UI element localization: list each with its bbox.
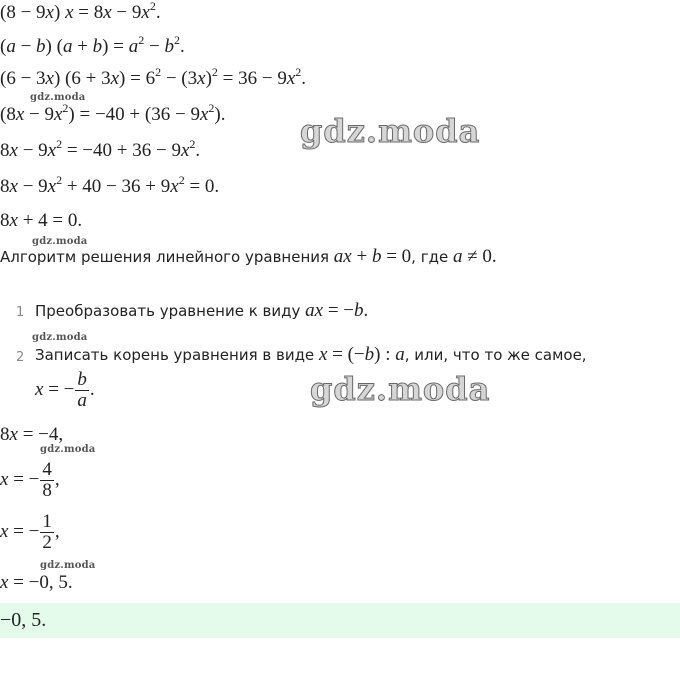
watermark-small: gdz.moda: [30, 92, 86, 103]
equation-line-2: (a − b) $(a + b) = a^2 - b^2$.: [0, 33, 185, 57]
watermark-large: gdz.moda: [310, 370, 491, 408]
algorithm-intro: Алгоритм решения линейного уравнения ax + b = 0, где a ≠ 0.: [0, 246, 497, 267]
equation-line-5: $8x - 9x^2 = -40 + 36 - 9x^2$.: [0, 137, 201, 161]
equation-line-1: (8 − 9x) $x = 8x - 9x^2$.: [0, 0, 161, 23]
solution-line-4: x = −0, 5.: [0, 572, 73, 593]
solution-line-3: x = − $\frac{1}{2}$ ,: [0, 511, 60, 553]
list-item: Преобразовать уравнение к виду ax = −b.: [35, 300, 369, 321]
equation-line-3: (6 − 3x) $(6 + 3x) = 6^2 - (3x)^2 = 36 - 9x^2$.: [0, 65, 307, 89]
watermark-small: gdz.moda: [32, 236, 88, 247]
list-item: Записать корень уравнения в виде x = (−b) : a, или, что то же самое,: [35, 344, 587, 365]
watermark-large: gdz.moda: [300, 112, 481, 150]
list-item-formula: x = − $\frac{b}{a}$ .: [35, 369, 95, 411]
watermark-small: gdz.moda: [32, 332, 88, 343]
answer-block: [0, 603, 680, 638]
solution-line-1: 8x = −4,: [0, 424, 64, 445]
list-number: 2: [16, 350, 25, 365]
solution-line-2: x = − $\frac{4}{8}$ ,: [0, 459, 60, 501]
answer-text: −0, 5.: [0, 609, 47, 631]
watermark-small: gdz.moda: [40, 444, 96, 455]
equation-line-4: $(8x - 9x^2) = -40 + (36 - 9x^2)$.: [0, 101, 226, 125]
watermark-small: gdz.moda: [40, 560, 96, 571]
equation-line-6: $8x - 9x^2 + 40 - 36 + 9x^2 = 0$.: [0, 173, 220, 197]
list-number: 1: [16, 305, 25, 320]
equation-line-7: 8x + 4 = 0.: [0, 210, 83, 231]
